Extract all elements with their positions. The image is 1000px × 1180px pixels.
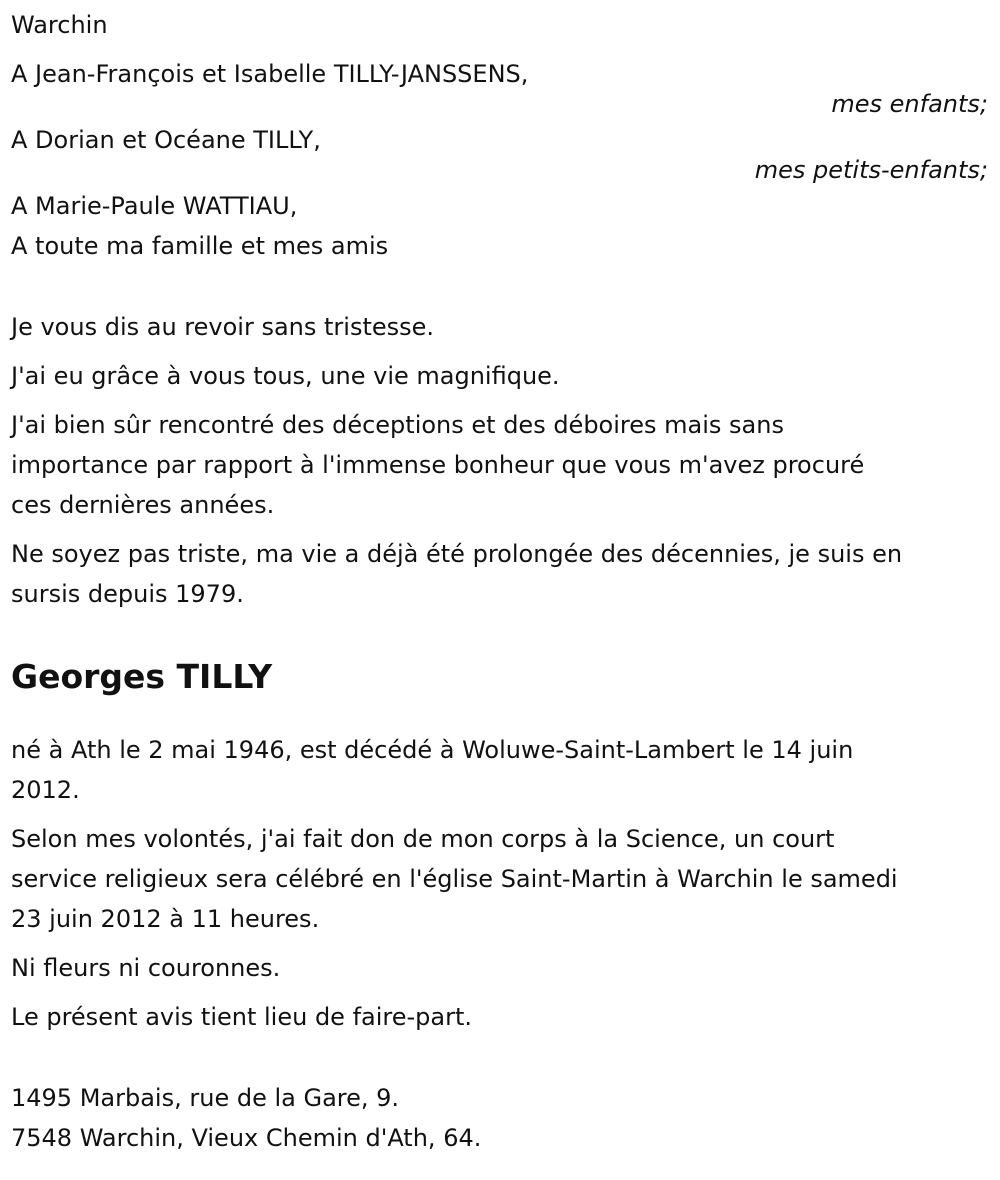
message-paragraph-3-line-2: importance par rapport à l'immense bonheur que vous m'avez procuré — [11, 451, 865, 479]
message-paragraph-4-line-2: sursis depuis 1979. — [11, 580, 244, 608]
message-paragraph-3-line-3: ces dernières années. — [11, 491, 275, 519]
spacer — [11, 347, 991, 356]
dedication-line-children: A Jean-François et Isabelle TILLY-JANSSENS, — [11, 60, 529, 88]
details-service — [11, 819, 991, 939]
details-no-flowers: Ni fleurs ni couronnes. — [11, 954, 281, 982]
deceased-name: Georges TILLY — [11, 657, 273, 696]
obituary-notice — [11, 5, 991, 1158]
details-service-line-2: service religieux sera célébré en l'église Saint-Martin à Warchin le samedi — [11, 865, 898, 893]
details-birth-death-line-2: 2012. — [11, 776, 80, 804]
message-paragraph-2: J'ai eu grâce à vous tous, une vie magnifique. — [11, 362, 560, 390]
details-birth-death-line-1: né à Ath le 2 mai 1946, est décédé à Woluwe-Saint-Lambert le 14 juin — [11, 736, 854, 764]
address-marbais: 1495 Marbais, rue de la Gare, 9. — [11, 1084, 400, 1112]
message-paragraph-4 — [11, 534, 991, 614]
dedication-line-grandchildren: A Dorian et Océane TILLY, — [11, 126, 321, 154]
message-paragraph-3-line-1: J'ai bien sûr rencontré des déceptions et des déboires mais sans — [11, 411, 784, 439]
message-paragraph-1: Je vous dis au revoir sans tristesse. — [11, 313, 435, 341]
details-service-line-1: Selon mes volontés, j'ai fait don de mon corps à la Science, un court — [11, 825, 835, 853]
spacer — [11, 1037, 991, 1078]
message-paragraph-3 — [11, 405, 991, 525]
details-birth-death — [11, 730, 991, 810]
details-notice: Le présent avis tient lieu de faire-part. — [11, 1003, 473, 1031]
spacer — [11, 266, 991, 307]
place-heading: Warchin — [11, 11, 108, 39]
spacer — [11, 810, 991, 819]
dedication-line-family: A toute ma famille et mes amis — [11, 232, 389, 260]
dedication-relation-grandchildren: mes petits-enfants; — [754, 156, 988, 184]
dedication-line-partner: A Marie-Paule WATTIAU, — [11, 192, 298, 220]
dedication-relation-children: mes enfants; — [831, 90, 988, 118]
message-paragraph-4-line-1: Ne soyez pas triste, ma vie a déjà été prolongée des décennies, je suis en — [11, 540, 903, 568]
spacer — [11, 45, 991, 54]
spacer — [11, 525, 991, 534]
spacer — [11, 939, 991, 948]
details-service-line-3: 23 juin 2012 à 11 heures. — [11, 905, 320, 933]
spacer — [11, 988, 991, 997]
address-warchin: 7548 Warchin, Vieux Chemin d'Ath, 64. — [11, 1124, 482, 1152]
spacer — [11, 396, 991, 405]
